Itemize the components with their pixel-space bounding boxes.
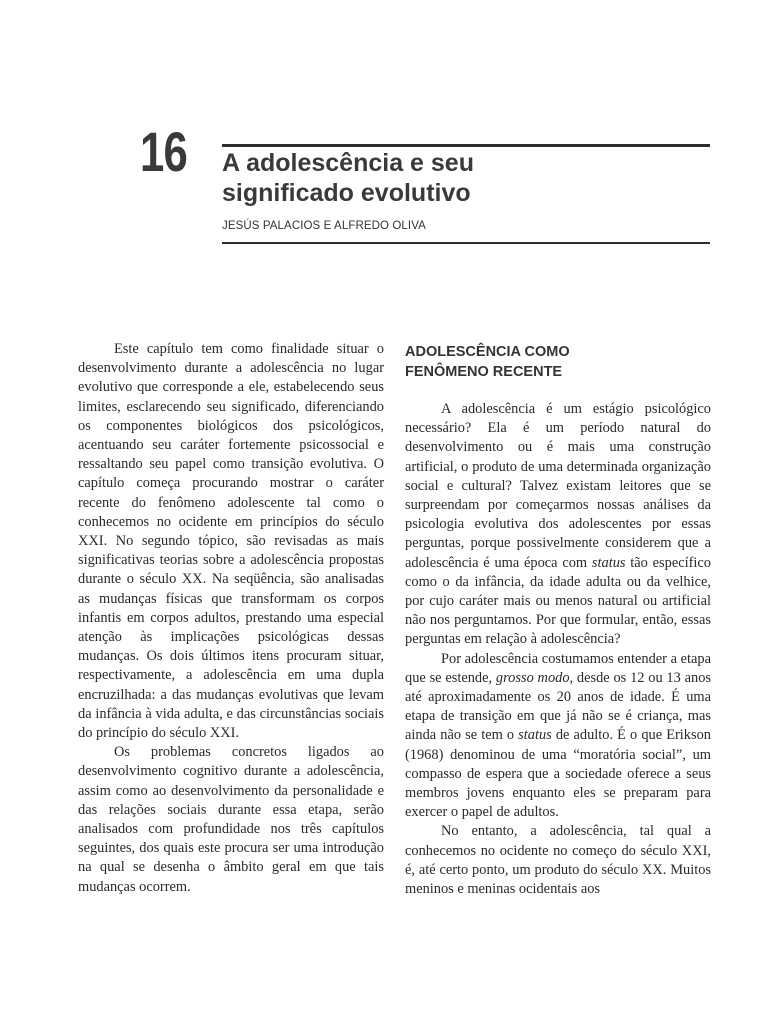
chapter-title-line-2: significado evolutivo — [222, 179, 471, 207]
body-paragraph-2 — [405, 650, 711, 823]
body-paragraph-1-part-b: tão específico como o da infância, da idade adulta ou da velhice, por cujo caráter mais ou menos natural ou artificial não nos perguntamos. Por que formular, então, essas perguntas em relação à adolescência? — [405, 554, 711, 648]
section-heading — [405, 340, 711, 382]
chapter-title — [222, 148, 710, 208]
italic-grosso-modo: grosso modo — [495, 669, 570, 686]
intro-paragraph-1: Este capítulo tem como finalidade situar o desenvolvimento durante a adolescência no lugar evolutivo que corresponde a ele, estabelecendo seus limites, esclarecendo seu significado, diferenciando os componentes biológicos dos psicológicos, acentuando seu caráter fortemente psicossocial e ressaltando seu papel como transição evolutiva. O capítulo começa procurando mostrar o caráter recente do fenômeno adolescente tal como o conhecemos no ocidente em princípios do século XXI. No segundo tópico, são revisadas as mais significativas teorias sobre a adolescência propostas durante o século XX. Na seqüência, são analisadas as mudanças físicas que transformam os corpos infantis em corpos adultos, prestando uma especial atenção às implicações psicológicas dessas mudanças. Os dois últimos itens procuram situar, respectivamente, a adolescência em uma dupla encruzilhada: a das mudanças evolutivas que levam da infância à vida adulta, e das circunstâncias sociais do princípio do século XXI. — [78, 341, 384, 742]
section-heading-line-1: ADOLESCÊNCIA COMO — [405, 344, 570, 360]
header-rule-bottom — [222, 242, 710, 244]
left-column — [78, 340, 384, 897]
italic-status: status — [518, 727, 552, 744]
italic-status: status — [591, 554, 626, 571]
header-rule-top — [222, 144, 710, 147]
body-paragraph-1 — [405, 400, 711, 650]
chapter-authors: JESÚS PALACIOS E ALFREDO OLIVA — [222, 220, 426, 232]
body-paragraph-2-part-a: Por adolescência costumamos entender a etapa que se estende, — [405, 650, 711, 686]
intro-paragraph-2: Os problemas concretos ligados ao desenvolvimento cognitivo durante a adolescência, assim como ao desenvolvimento da personalidade e das relações sociais durante essa etapa, serão analisados com profundidade nos três capítulos seguintes, dos quais este procura ser uma introdução na qual se desenha o âmbito geral em que tais mudanças ocorrem. — [78, 744, 384, 895]
body-paragraph-3: No entanto, a adolescência, tal qual a conhecemos no ocidente no começo do século XXI, é, até certo ponto, um produto do século XX. Muitos meninos e meninas ocidentais aos — [405, 823, 711, 898]
right-column — [405, 340, 711, 899]
body-paragraph-2-part-c: de adulto. É o que Erikson (1968) denominou de uma “moratória social”, um compasso de espera que a sociedade oferece a seus membros jovens enquanto eles se preparam para exercer o papel de adultos. — [405, 727, 711, 821]
body-paragraph-2-part-b: , desde os 12 ou 13 anos até aproximadamente os 20 anos de idade. É uma etapa de transição em que já não se é criança, mas ainda não se tem o — [405, 669, 711, 744]
section-heading-line-2: FENÔMENO RECENTE — [405, 364, 563, 380]
chapter-title-line-1: A adolescência e seu — [222, 149, 474, 177]
body-paragraph-1-part-a: A adolescência é um estágio psicológico necessário? Ela é um período natural do desenvolvimento ou é mais uma construção artificial, o produto de uma determinada organização social e cultural? Talvez existam leitores que se surpreendam por começarmos nossas análises da psicologia evolutiva dos adolescentes por essas perguntas, porque possivelmente considerem que a adolescência é uma época com — [405, 401, 711, 571]
chapter-number: 16 — [140, 120, 188, 183]
